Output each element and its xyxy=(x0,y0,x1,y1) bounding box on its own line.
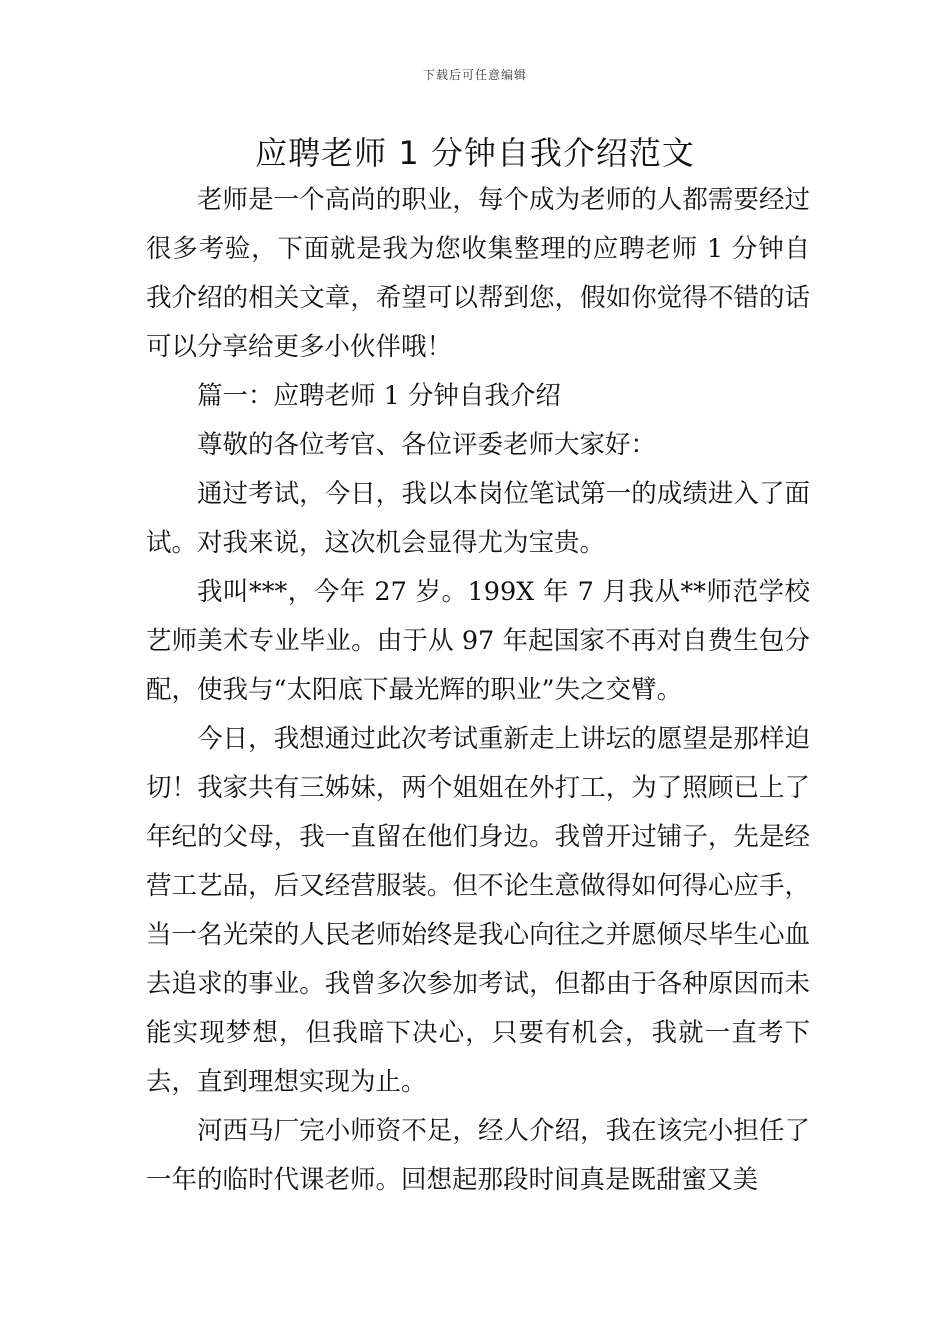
paragraph: 河西马厂完小师资不足，经人介绍，我在该完小担任了一年的临时代课老师。回想起那段时间真是既甜蜜又美 xyxy=(146,1116,810,1195)
document-body xyxy=(146,176,810,1205)
paragraph: 今日，我想通过此次考试重新走上讲坛的愿望是那样迫切！我家共有三姊妹，两个姐姐在外打工，为了照顾已上了年纪的父母，我一直留在他们身边。我曾开过铺子，先是经营工艺品，后又经营服装。但不论生意做得如何得心应手，当一名光荣的人民老师始终是我心向往之并愿倾尽毕生心血去追求的事业。我曾多次参加考试，但都由于各种原因而未能实现梦想，但我暗下决心，只要有机会，我就一直考下去，直到理想实现为止。 xyxy=(146,724,810,1097)
paragraph: 我叫***，今年 27 岁。199X 年 7 月我从**师范学校艺师美术专业毕业。由于从 97 年起国家不再对自费生包分配，使我与“太阳底下最光辉的职业”失之交臂。 xyxy=(146,577,810,705)
paragraph-section-heading: 篇一：应聘老师 1 分钟自我介绍 xyxy=(197,381,561,411)
document-title: 应聘老师 1 分钟自我介绍范文 xyxy=(255,134,695,172)
paragraph-intro: 老师是一个高尚的职业，每个成为老师的人都需要经过很多考验，下面就是我为您收集整理的应聘老师 1 分钟自我介绍的相关文章，希望可以帮到您，假如你觉得不错的话可以分享给更多小伙伴哦！ xyxy=(146,185,810,362)
paragraph-greeting: 尊敬的各位考官、各位评委老师大家好： xyxy=(197,430,657,460)
header-note: 下载后可任意编辑 xyxy=(422,68,527,82)
paragraph: 通过考试，今日，我以本岗位笔试第一的成绩进入了面试。对我来说，这次机会显得尤为宝贵。 xyxy=(146,479,810,558)
